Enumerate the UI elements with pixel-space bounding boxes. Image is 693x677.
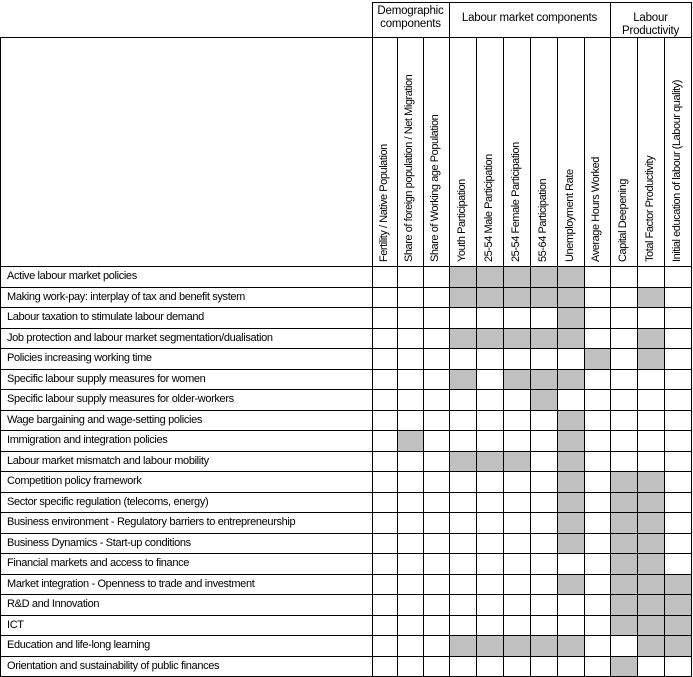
- shaded-cell: [637, 328, 664, 349]
- grid-line: [0, 307, 692, 308]
- shaded-cell: [449, 328, 476, 349]
- shaded-cell: [637, 348, 664, 369]
- shaded-cell: [637, 574, 664, 595]
- row-label: Competition policy framework: [7, 475, 142, 487]
- grid-line: [0, 348, 692, 349]
- row-label: Specific labour supply measures for older-workers: [7, 393, 234, 405]
- group-header-label: Demographic components: [377, 5, 444, 30]
- grid-line: [610, 2, 611, 677]
- grid-line: [637, 37, 638, 677]
- shaded-cell: [557, 533, 584, 554]
- shaded-cell: [637, 533, 664, 554]
- column-header-label: Share of Working age Population: [429, 114, 441, 262]
- row-label: Labour market mismatch and labour mobility: [7, 454, 209, 467]
- grid-line: [372, 2, 692, 3]
- shaded-cell: [637, 635, 664, 656]
- shaded-cell: [637, 492, 664, 513]
- shaded-cell: [476, 635, 503, 656]
- grid-line: [0, 328, 692, 329]
- column-header-label: 25-54 Male Participation: [482, 154, 495, 262]
- shaded-cell: [557, 266, 584, 287]
- grid-line: [0, 533, 692, 534]
- grid-line: [503, 37, 504, 677]
- shaded-cell: [557, 471, 584, 492]
- row-label: Job protection and labour market segmentation/dualisation: [7, 331, 273, 344]
- column-header-label: 25-54 Female Participation: [509, 142, 522, 262]
- row-label: Business Dynamics - Start-up conditions: [7, 536, 191, 549]
- column-header-label: Youth Participation: [455, 179, 468, 262]
- grid-line: [0, 37, 1, 677]
- shaded-cell: [557, 369, 584, 390]
- grid-line: [0, 389, 692, 390]
- shaded-cell: [503, 287, 530, 308]
- shaded-cell: [557, 512, 584, 533]
- row-label: Policies increasing working time: [7, 352, 152, 364]
- grid-line: [0, 492, 692, 493]
- row-label: Active labour market policies: [7, 270, 137, 282]
- shaded-cell: [637, 512, 664, 533]
- shaded-cell: [664, 615, 691, 636]
- grid-line: [449, 2, 450, 677]
- shaded-cell: [557, 574, 584, 595]
- shaded-cell: [530, 287, 557, 308]
- shaded-cell: [637, 471, 664, 492]
- row-label: Financial markets and access to finance: [7, 557, 190, 569]
- grid-line: [0, 635, 692, 636]
- group-header-label: Labour Productivity: [621, 12, 680, 37]
- shaded-cell: [557, 430, 584, 451]
- shaded-cell: [530, 369, 557, 390]
- shaded-cell: [503, 451, 530, 472]
- shaded-cell: [610, 512, 637, 533]
- row-label: Sector specific regulation (telecoms, energy): [7, 495, 209, 508]
- grid-line: [0, 553, 692, 554]
- shaded-cell: [557, 492, 584, 513]
- shaded-cell: [503, 635, 530, 656]
- column-header-label: Capital Deepening: [616, 179, 629, 262]
- grid-line: [691, 2, 692, 677]
- shaded-cell: [476, 328, 503, 349]
- grid-line: [372, 2, 373, 677]
- column-header-label: Fertility / Native Population: [377, 144, 390, 262]
- column-header-label: Total Factor Productivity: [643, 155, 656, 262]
- shaded-cell: [503, 328, 530, 349]
- row-label: Labour taxation to stimulate labour demand: [7, 311, 204, 323]
- grid-line: [0, 656, 692, 657]
- shaded-cell: [449, 287, 476, 308]
- shaded-cell: [557, 451, 584, 472]
- shaded-cell: [637, 594, 664, 615]
- shaded-cell: [449, 369, 476, 390]
- shaded-cell: [637, 553, 664, 574]
- shaded-cell: [557, 410, 584, 431]
- shaded-cell: [530, 389, 557, 410]
- grid-line: [397, 37, 398, 677]
- grid-line: [0, 266, 692, 267]
- shaded-cell: [610, 533, 637, 554]
- shaded-cell: [530, 328, 557, 349]
- shaded-cell: [557, 635, 584, 656]
- column-header-label: Average Hours Worked: [590, 157, 602, 262]
- grid-line: [530, 37, 531, 677]
- shaded-cell: [610, 553, 637, 574]
- grid-line: [0, 574, 692, 575]
- row-label: Wage bargaining and wage-setting policies: [7, 413, 202, 426]
- shaded-cell: [664, 635, 691, 656]
- shaded-cell: [584, 348, 610, 369]
- shaded-cell: [449, 635, 476, 656]
- grid-line: [557, 37, 558, 677]
- row-label: R&D and Innovation: [7, 598, 100, 610]
- grid-line: [0, 287, 692, 288]
- shaded-cell: [637, 615, 664, 636]
- shaded-cell: [610, 615, 637, 636]
- column-header-label: Share of foreign population / Net Migration: [403, 74, 415, 262]
- grid-line: [0, 471, 692, 472]
- shaded-cell: [397, 430, 423, 451]
- row-label: Immigration and integration policies: [7, 434, 168, 446]
- shaded-cell: [557, 307, 584, 328]
- shaded-cell: [449, 266, 476, 287]
- grid-line: [0, 451, 692, 452]
- shaded-cell: [476, 287, 503, 308]
- grid-line: [0, 594, 692, 595]
- shaded-cell: [449, 451, 476, 472]
- shaded-cell: [664, 594, 691, 615]
- shaded-cell: [476, 266, 503, 287]
- row-label: Education and life-long learning: [7, 639, 150, 651]
- shaded-cell: [557, 328, 584, 349]
- shaded-cell: [664, 574, 691, 595]
- shaded-cell: [637, 287, 664, 308]
- row-label: Business environment - Regulatory barriers to entrepreneurship: [7, 516, 296, 528]
- grid-line: [0, 37, 692, 38]
- row-label: Orientation and sustainability of public finances: [7, 659, 220, 672]
- row-label: Market integration - Openness to trade and investment: [7, 577, 255, 590]
- row-label: Making work-pay: interplay of tax and benefit system: [7, 290, 245, 303]
- shaded-cell: [610, 656, 637, 677]
- shaded-cell: [557, 287, 584, 308]
- row-label: ICT: [7, 618, 24, 631]
- group-header-label: Labour market components: [461, 12, 598, 24]
- grid-line: [0, 430, 692, 431]
- shaded-cell: [503, 266, 530, 287]
- shaded-cell: [503, 369, 530, 390]
- shaded-cell: [610, 492, 637, 513]
- grid-line: [0, 615, 692, 616]
- grid-line: [664, 37, 665, 677]
- column-header-label: Initial education of labour (Labour quality): [670, 80, 683, 262]
- grid-line: [584, 37, 585, 677]
- shaded-cell: [610, 574, 637, 595]
- shaded-cell: [476, 451, 503, 472]
- grid-line: [423, 37, 424, 677]
- grid-line: [0, 369, 692, 370]
- shaded-cell: [610, 594, 637, 615]
- grid-line: [0, 410, 692, 411]
- row-label: Specific labour supply measures for women: [7, 372, 206, 385]
- grid-line: [0, 512, 692, 513]
- column-header-label: 55-64 Participation: [536, 178, 549, 262]
- shaded-cell: [610, 471, 637, 492]
- shaded-cell: [530, 635, 557, 656]
- column-header-label: Unemployment Rate: [563, 169, 576, 262]
- shaded-cell: [530, 266, 557, 287]
- grid-line: [476, 37, 477, 677]
